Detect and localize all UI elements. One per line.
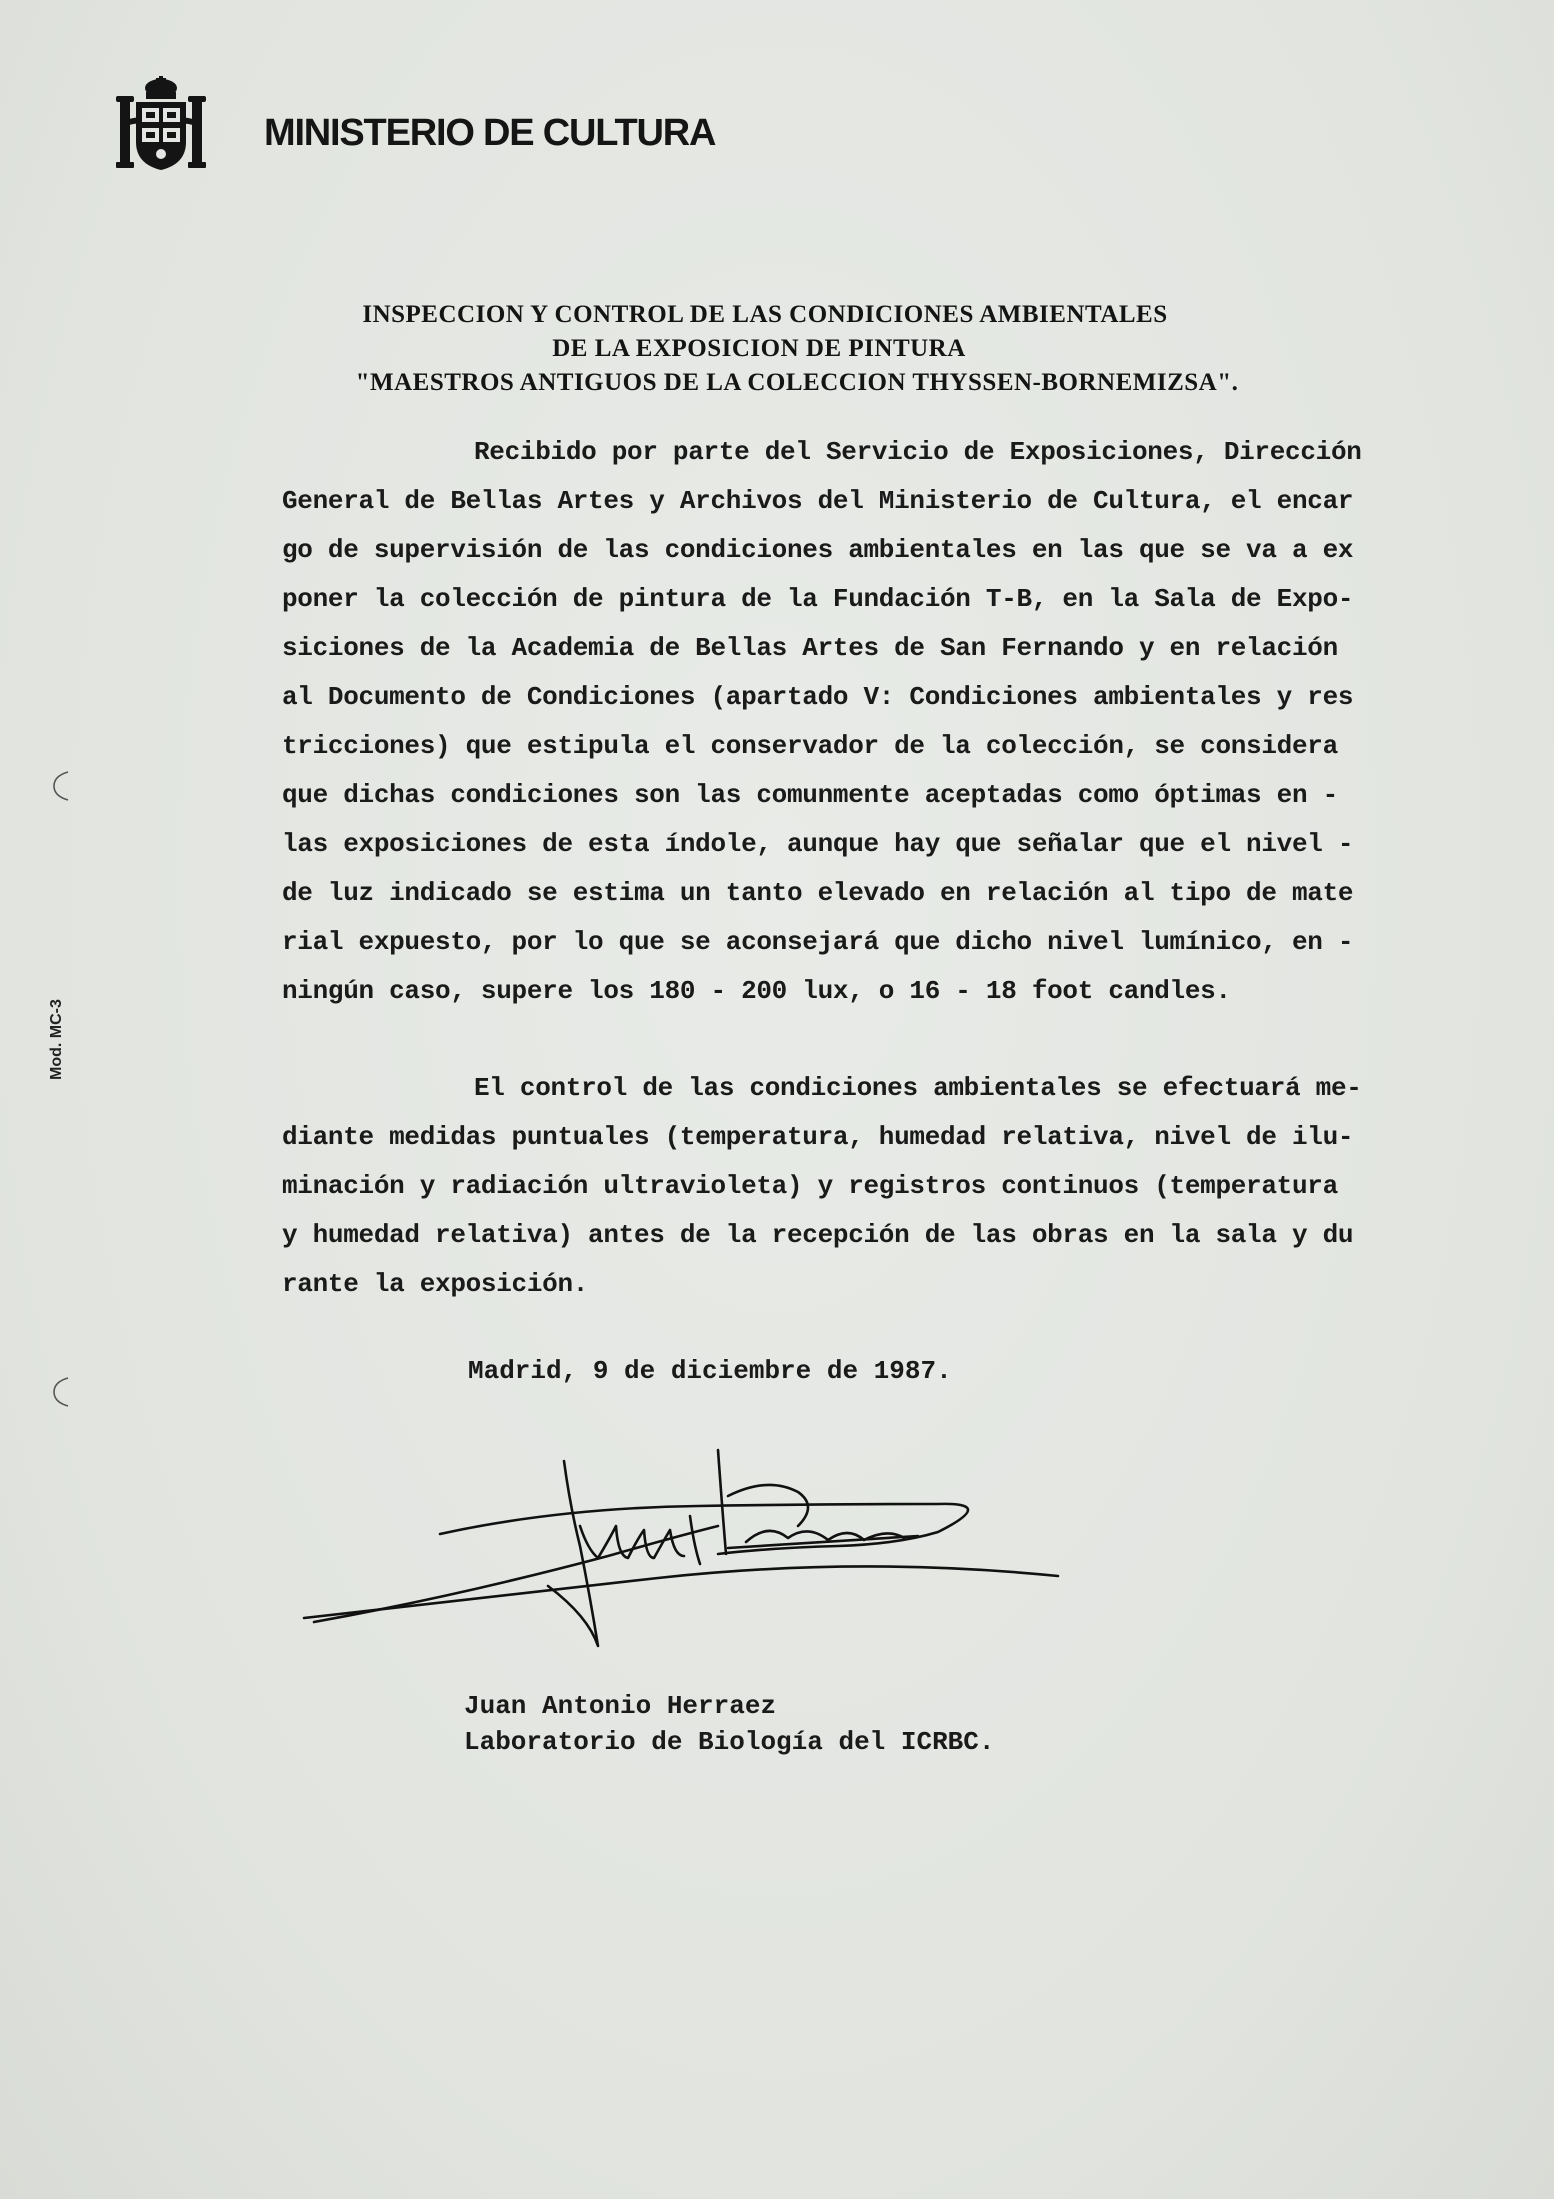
text-line: ningún caso, supere los 180 - 200 lux, o 16 - 18 foot candles. xyxy=(282,976,1231,1006)
text-line: rante la exposición. xyxy=(282,1269,589,1299)
body-paragraph-1 xyxy=(282,428,1412,1016)
text-line: al Documento de Condiciones (apartado V: Condiciones ambientales y res xyxy=(282,682,1354,712)
spanish-coat-of-arms-icon xyxy=(112,74,210,174)
signer-block xyxy=(464,1688,995,1760)
text-line: El control de las condiciones ambientales se efectuará me- xyxy=(474,1073,1362,1103)
binder-hole-mark xyxy=(50,1374,72,1410)
place-date: Madrid, 9 de diciembre de 1987. xyxy=(468,1356,952,1386)
text-line: las exposiciones de esta índole, aunque hay que señalar que el nivel - xyxy=(282,829,1354,859)
text-line: poner la colección de pintura de la Fundación T-B, en la Sala de Expo- xyxy=(282,584,1354,614)
text-line: tricciones) que estipula el conservador de la colección, se considera xyxy=(282,731,1338,761)
title-line: "MAESTROS ANTIGUOS DE LA COLECCION THYSSEN-BORNEMIZSA". xyxy=(355,369,1239,396)
handwritten-signature-icon xyxy=(298,1446,1078,1676)
text-line: de luz indicado se estima un tanto elevado en relación al tipo de mate xyxy=(282,878,1354,908)
text-line: rial expuesto, por lo que se aconsejará que dicho nivel lumínico, en - xyxy=(282,927,1354,957)
text-line: Recibido por parte del Servicio de Exposiciones, Dirección xyxy=(474,437,1362,467)
title-line: INSPECCION Y CONTROL DE LAS CONDICIONES AMBIENTALES xyxy=(362,301,1168,328)
body-paragraph-2 xyxy=(282,1064,1412,1309)
form-code: Mod. MC-3 xyxy=(48,999,65,1080)
document-title xyxy=(0,298,1554,400)
text-line: minación y radiación ultravioleta) y registros continuos (temperatura xyxy=(282,1171,1338,1201)
ministry-name: MINISTERIO DE CULTURA xyxy=(264,112,716,154)
signer-name: Juan Antonio Herraez xyxy=(464,1691,777,1721)
text-line: que dichas condiciones son las comunmente aceptadas como óptimas en - xyxy=(282,780,1338,810)
text-line: go de supervisión de las condiciones ambientales en las que se va a ex xyxy=(282,535,1354,565)
signer-affiliation: Laboratorio de Biología del ICRBC. xyxy=(464,1727,995,1757)
binder-hole-mark xyxy=(50,768,72,804)
title-line: DE LA EXPOSICION DE PINTURA xyxy=(552,335,966,362)
text-line: siciones de la Academia de Bellas Artes de San Fernando y en relación xyxy=(282,633,1338,663)
text-line: diante medidas puntuales (temperatura, humedad relativa, nivel de ilu- xyxy=(282,1122,1354,1152)
text-line: General de Bellas Artes y Archivos del Ministerio de Cultura, el encar xyxy=(282,486,1354,516)
text-line: y humedad relativa) antes de la recepción de las obras en la sala y du xyxy=(282,1220,1354,1250)
